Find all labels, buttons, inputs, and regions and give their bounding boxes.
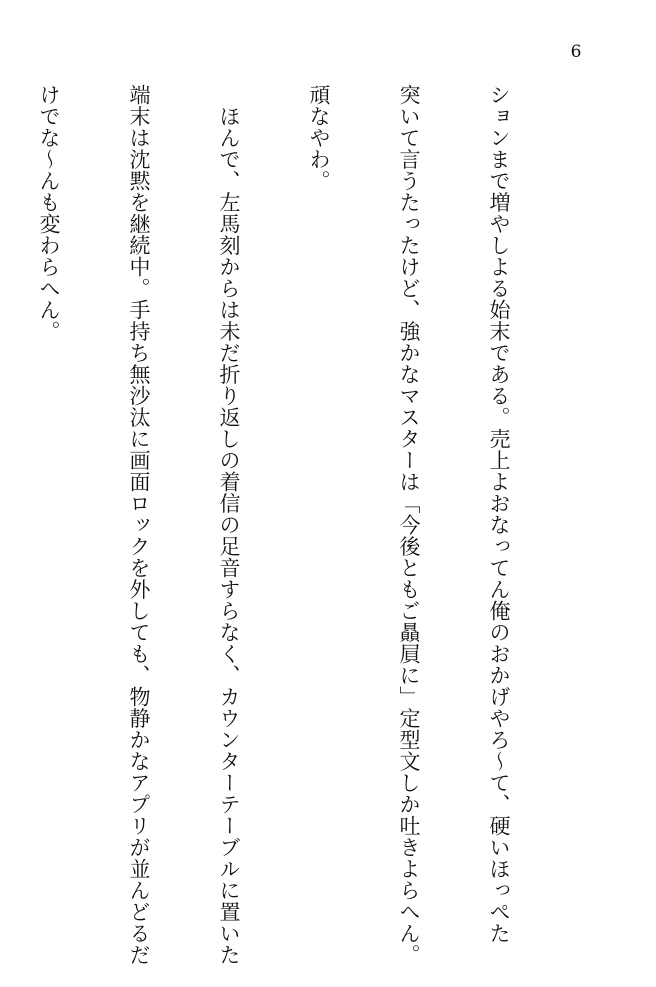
text-column: 端末は沈黙を継続中。手持ち無沙汰に画面ロックを外しても、物静かなアプリが並んどるだ: [127, 84, 151, 966]
text-column: けでな～んも変わらへん。: [37, 84, 61, 342]
text-column: ションまで増やしよる始末である。売上よおなってん俺のおかげやろ～て、硬いほっぺた: [487, 84, 511, 944]
text-column: 頑なやわ。: [307, 84, 331, 192]
page-number: 6: [570, 42, 582, 62]
novel-text-body: [0, 84, 574, 966]
text-column: 突いて言うたったけど、強かなマスターは「今後ともご贔屓に」定型文しか吐きよらへん。: [397, 84, 421, 966]
text-column: ほんで、左馬刻からは未だ折り返しの着信の足音すらなく、カウンターテーブルに置いた: [217, 84, 241, 966]
